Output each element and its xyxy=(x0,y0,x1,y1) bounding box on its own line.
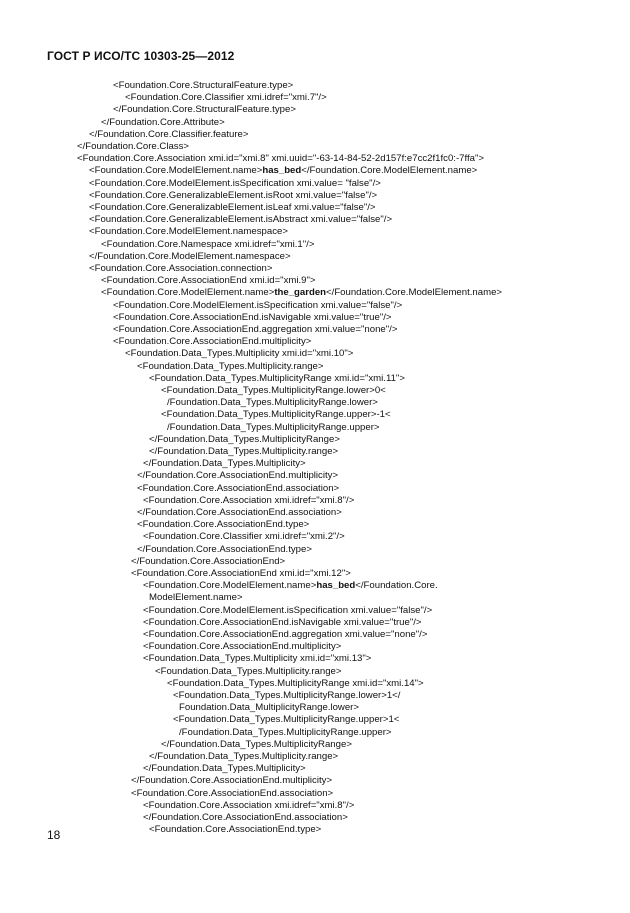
code-line: <Foundation.Core.Association xmi.idref="xmi.8"/> xyxy=(143,494,355,506)
code-line: <Foundation.Core.AssociationEnd.association> xyxy=(137,482,340,494)
code-line: <Foundation.Core.StructuralFeature.type> xyxy=(113,80,294,91)
code-line: /Foundation.Data_Types.MultiplicityRange.upper> xyxy=(179,726,392,738)
code-line: <Foundation.Core.Association.connection> xyxy=(89,263,273,274)
code-line: <Foundation.Core.AssociationEnd xmi.id="xmi.12"> xyxy=(131,568,351,579)
code-line xyxy=(89,165,477,177)
element-name-value: the_garden xyxy=(274,287,327,299)
code-text: <Foundation.Core.ModelElement.name> xyxy=(143,580,317,592)
code-line: <Foundation.Core.AssociationEnd.isNavigable xmi.value="true"/> xyxy=(143,616,422,628)
code-line: <Foundation.Data_Types.Multiplicity xmi.id="xmi.10"> xyxy=(125,348,354,360)
code-text: </Foundation.Core.ModelElement.name> xyxy=(326,287,503,299)
code-line: <Foundation.Core.Association xmi.id="xmi.8" xmi.uuid="-63-14-84-52-2d157f:e7cc2f1fc0:-7ffa"> xyxy=(77,153,485,165)
code-line: </Foundation.Core.ModelElement.namespace> xyxy=(89,250,291,262)
code-line: <Foundation.Core.AssociationEnd.aggregation xmi.value="none"/> xyxy=(143,629,428,640)
code-line: <Foundation.Data_Types.MultiplicityRange.upper>1< xyxy=(173,714,400,726)
code-text: </Foundation.Core. xyxy=(355,580,438,592)
code-line xyxy=(101,287,502,299)
code-line: </Foundation.Core.Class> xyxy=(77,141,189,152)
code-line: <Foundation.Core.ModelElement.isSpecification xmi.value= "false"/> xyxy=(89,177,381,189)
code-line: <Foundation.Core.Classifier xmi.idref="xmi.2"/> xyxy=(143,531,345,543)
code-line: <Foundation.Core.GeneralizableElement.isAbstract xmi.value="false"/> xyxy=(89,214,393,226)
code-line: <Foundation.Core.GeneralizableElement.isLeaf xmi.value="false"/> xyxy=(89,202,376,213)
element-name-value: has_bed xyxy=(316,580,356,592)
code-line: <Foundation.Core.AssociationEnd.multiplicity> xyxy=(113,336,312,348)
code-text: </Foundation.Core.ModelElement.name> xyxy=(301,165,478,177)
code-line: <Foundation.Data_Types.MultiplicityRange xmi.id="xmi.14"> xyxy=(167,677,424,689)
code-line xyxy=(143,580,438,592)
code-line: <Foundation.Core.AssociationEnd.type> xyxy=(149,824,322,836)
code-line: <Foundation.Core.AssociationEnd xmi.id="xmi.9"> xyxy=(101,275,316,287)
code-text: <Foundation.Core.ModelElement.name> xyxy=(101,287,275,299)
code-line: <Foundation.Core.GeneralizableElement.isRoot xmi.value="false"/> xyxy=(89,189,378,201)
code-line: <Foundation.Core.Classifier xmi.idref="xmi.7"/> xyxy=(125,92,327,104)
code-line: </Foundation.Data_Types.Multiplicity.range> xyxy=(149,751,339,762)
code-line: </Foundation.Core.AssociationEnd.multiplicity> xyxy=(131,775,333,787)
code-line: </Foundation.Data_Types.MultiplicityRange> xyxy=(161,738,352,750)
code-line: </Foundation.Data_Types.Multiplicity.range> xyxy=(149,446,339,457)
code-line: <Foundation.Data_Types.MultiplicityRange.lower>0< xyxy=(161,385,386,396)
code-line: <Foundation.Core.Association xmi.idref="xmi.8"/> xyxy=(143,799,355,811)
code-line: </Foundation.Core.Classifier.feature> xyxy=(89,128,249,140)
code-line: </Foundation.Core.Attribute> xyxy=(101,116,225,128)
code-line: <Foundation.Core.ModelElement.isSpecification xmi.value="false"/> xyxy=(113,299,403,311)
page-header: ГОСТ Р ИСО/ТС 10303-25—2012 xyxy=(47,49,235,63)
code-line: <Foundation.Data_Types.MultiplicityRange xmi.id="xmi.11"> xyxy=(149,372,405,384)
code-line: <Foundation.Core.Namespace xmi.idref="xmi.1"/> xyxy=(101,238,315,250)
code-line: <Foundation.Data_Types.MultiplicityRange.lower>1</ xyxy=(173,690,401,701)
code-line: ModelElement.name> xyxy=(149,592,243,604)
code-line: <Foundation.Core.AssociationEnd.multiplicity> xyxy=(143,641,342,653)
code-line: </Foundation.Data_Types.MultiplicityRange> xyxy=(149,433,340,445)
code-line: </Foundation.Data_Types.Multiplicity> xyxy=(143,458,306,470)
code-line: </Foundation.Core.AssociationEnd.type> xyxy=(137,543,312,555)
code-line: Foundation.Data_MultiplicityRange.lower> xyxy=(179,702,359,714)
code-text: <Foundation.Core.ModelElement.name> xyxy=(89,165,263,177)
code-line: <Foundation.Data_Types.Multiplicity.range> xyxy=(155,665,342,677)
page-number: 18 xyxy=(47,828,61,842)
code-line: <Foundation.Core.ModelElement.isSpecification xmi.value="false"/> xyxy=(143,604,433,616)
code-line: <Foundation.Core.ModelElement.namespace> xyxy=(89,226,288,238)
code-line: <Foundation.Data_Types.Multiplicity xmi.id="xmi.13"> xyxy=(143,653,372,665)
code-line: </Foundation.Core.StructuralFeature.type> xyxy=(113,104,296,116)
code-line: <Foundation.Core.AssociationEnd.aggregation xmi.value="none"/> xyxy=(113,324,398,335)
code-line: /Foundation.Data_Types.MultiplicityRange.lower> xyxy=(167,397,378,409)
code-line: </Foundation.Core.AssociationEnd.association> xyxy=(137,507,342,518)
code-line: <Foundation.Core.AssociationEnd.association> xyxy=(131,787,334,799)
code-line: <Foundation.Data_Types.Multiplicity.range> xyxy=(137,360,324,372)
code-line: </Foundation.Core.AssociationEnd.association> xyxy=(143,812,348,823)
code-line: </Foundation.Data_Types.Multiplicity> xyxy=(143,763,306,775)
code-line: </Foundation.Core.AssociationEnd.multiplicity> xyxy=(137,470,339,482)
code-line: <Foundation.Core.AssociationEnd.isNavigable xmi.value="true"/> xyxy=(113,311,392,323)
code-line: /Foundation.Data_Types.MultiplicityRange.upper> xyxy=(167,421,380,433)
code-line: <Foundation.Core.AssociationEnd.type> xyxy=(137,519,310,531)
element-name-value: has_bed xyxy=(262,165,302,177)
code-line: <Foundation.Data_Types.MultiplicityRange.upper>-1< xyxy=(161,409,391,421)
code-line: </Foundation.Core.AssociationEnd> xyxy=(131,555,286,567)
